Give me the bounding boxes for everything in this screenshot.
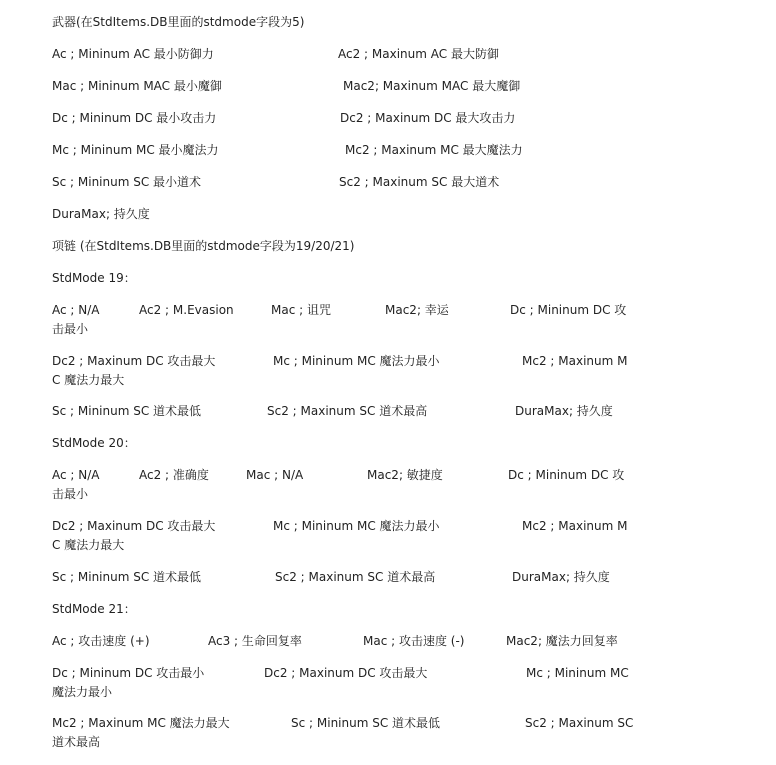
- mode20-mac: Mac ; N/A: [246, 468, 304, 482]
- mode20-mac2: Mac2; 敏捷度: [367, 468, 443, 482]
- mode20-mc2-wrap: C 魔法力最大: [52, 538, 125, 552]
- mode21-mc-wrap: 魔法力最小: [52, 685, 113, 699]
- mode19-duramax: DuraMax; 持久度: [515, 404, 613, 418]
- mode20-ac2: Ac2 ; 准确度: [139, 468, 209, 482]
- weapon-dc-min: Dc ; Mininum DC 最小攻击力: [52, 111, 217, 125]
- mode19-mc: Mc ; Mininum MC 魔法力最小: [273, 354, 440, 368]
- weapon-ac-min: Ac ; Mininum AC 最小防御力: [52, 47, 214, 61]
- mode20-mc2: Mc2 ; Maxinum M: [522, 519, 628, 533]
- mode21-heading: StdMode 21：: [52, 602, 136, 616]
- weapon-sc-min: Sc ; Mininum SC 最小道术: [52, 175, 202, 189]
- weapon-mac-max: Mac2; Maxinum MAC 最大魔御: [343, 79, 521, 93]
- mode20-duramax: DuraMax; 持久度: [512, 570, 610, 584]
- mode21-sc2: Sc2 ; Maxinum SC: [525, 716, 634, 730]
- necklace-heading: 项链 (在StdItems.DB里面的stdmode字段为19/20/21): [52, 239, 355, 253]
- mode20-dc2: Dc2 ; Maxinum DC 攻击最大: [52, 519, 216, 533]
- mode21-dc: Dc ; Mininum DC 攻击最小: [52, 666, 205, 680]
- mode21-mac: Mac ; 攻击速度 (-): [363, 634, 465, 648]
- mode21-sc: Sc ; Mininum SC 道术最低: [291, 716, 441, 730]
- mode21-sc2-wrap: 道术最高: [52, 735, 101, 749]
- mode20-sc: Sc ; Mininum SC 道术最低: [52, 570, 202, 584]
- weapon-mc-max: Mc2 ; Maxinum MC 最大魔法力: [345, 143, 523, 157]
- mode19-mc2: Mc2 ; Maxinum M: [522, 354, 628, 368]
- mode21-dc2: Dc2 ; Maxinum DC 攻击最大: [264, 666, 428, 680]
- mode19-heading: StdMode 19：: [52, 271, 136, 285]
- mode19-sc2: Sc2 ; Maxinum SC 道术最高: [267, 404, 428, 418]
- mode20-dc-wrap: 击最小: [52, 487, 89, 501]
- mode21-mc2: Mc2 ; Maxinum MC 魔法力最大: [52, 716, 230, 730]
- weapon-dc-max: Dc2 ; Maxinum DC 最大攻击力: [340, 111, 516, 125]
- mode20-heading: StdMode 20：: [52, 436, 136, 450]
- mode19-dc2: Dc2 ; Maxinum DC 攻击最大: [52, 354, 216, 368]
- weapon-ac-max: Ac2 ; Maxinum AC 最大防御: [338, 47, 499, 61]
- weapon-duramax: DuraMax; 持久度: [52, 207, 150, 221]
- mode19-dc-wrap: 击最小: [52, 322, 89, 336]
- mode21-ac3: Ac3 ; 生命回复率: [208, 634, 302, 648]
- mode20-mc: Mc ; Mininum MC 魔法力最小: [273, 519, 440, 533]
- mode20-sc2: Sc2 ; Maxinum SC 道术最高: [275, 570, 436, 584]
- mode19-sc: Sc ; Mininum SC 道术最低: [52, 404, 202, 418]
- mode21-mac2: Mac2; 魔法力回复率: [506, 634, 618, 648]
- weapon-mc-min: Mc ; Mininum MC 最小魔法力: [52, 143, 219, 157]
- mode19-ac: Ac ; N/A: [52, 303, 100, 317]
- mode21-mc: Mc ; Mininum MC: [526, 666, 629, 680]
- mode19-mac: Mac ; 诅咒: [271, 303, 331, 317]
- mode19-ac2: Ac2 ; M.Evasion: [139, 303, 234, 317]
- mode21-ac: Ac ; 攻击速度 (+): [52, 634, 150, 648]
- mode19-dc: Dc ; Mininum DC 攻: [510, 303, 627, 317]
- mode19-mac2: Mac2; 幸运: [385, 303, 449, 317]
- mode19-mc2-wrap: C 魔法力最大: [52, 373, 125, 387]
- weapon-heading: 武器(在StdItems.DB里面的stdmode字段为5): [52, 15, 305, 29]
- mode20-dc: Dc ; Mininum DC 攻: [508, 468, 625, 482]
- weapon-sc-max: Sc2 ; Maxinum SC 最大道术: [339, 175, 500, 189]
- weapon-mac-min: Mac ; Mininum MAC 最小魔御: [52, 79, 222, 93]
- mode20-ac: Ac ; N/A: [52, 468, 100, 482]
